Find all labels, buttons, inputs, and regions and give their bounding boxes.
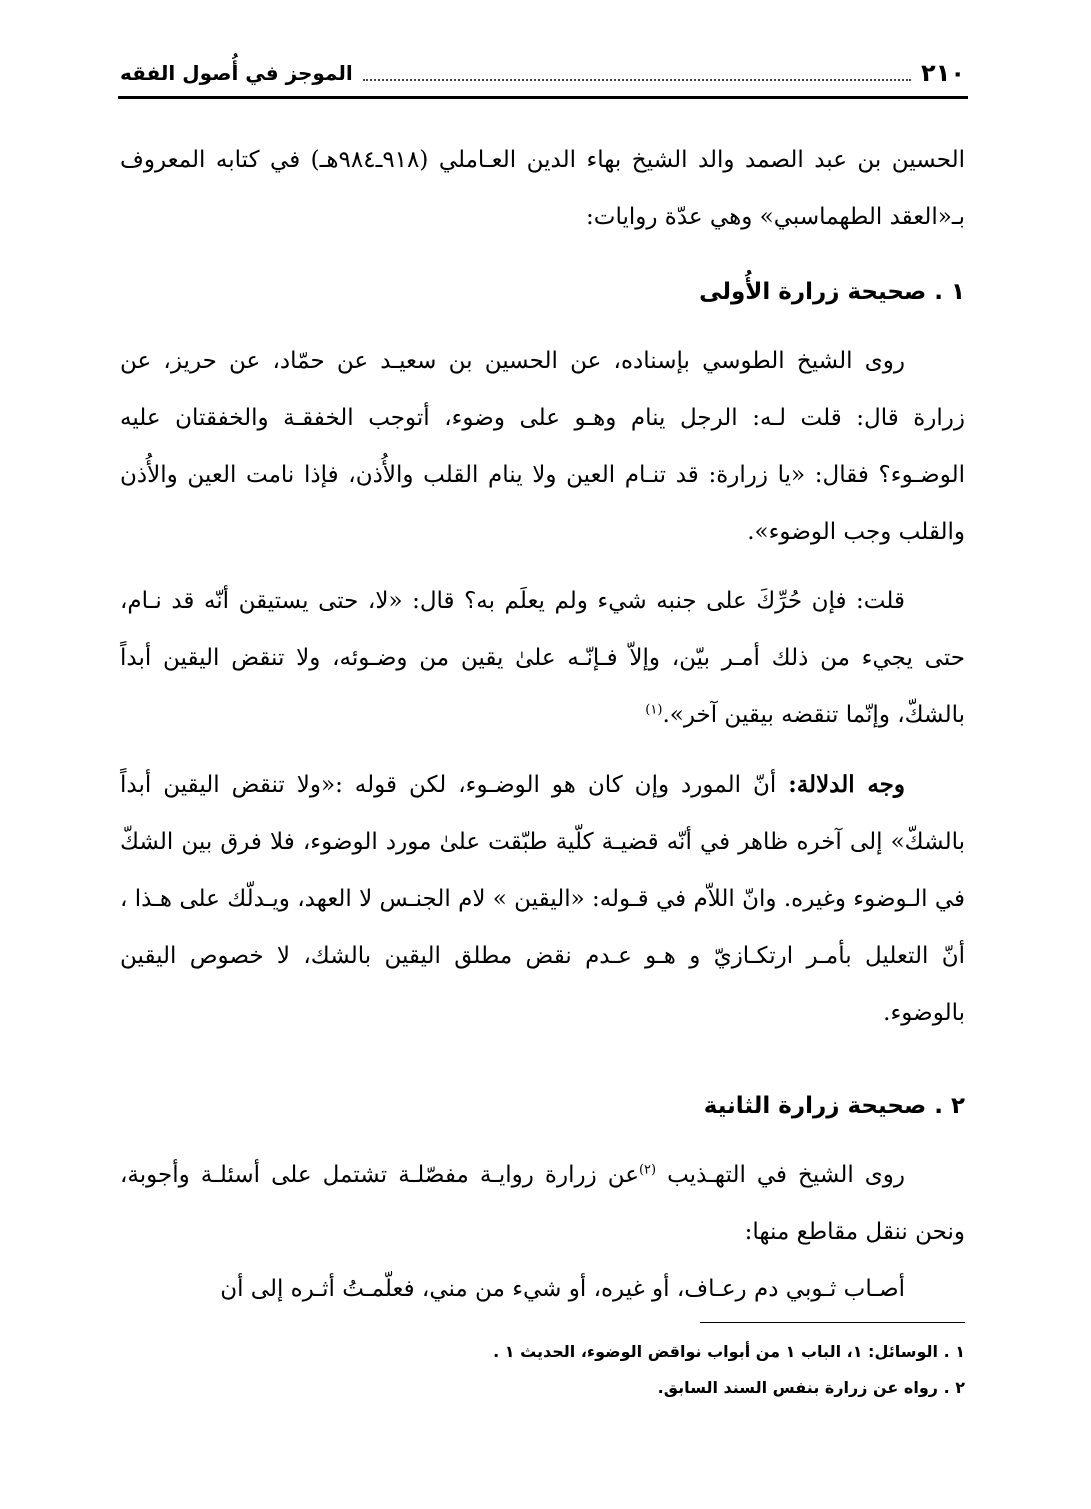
paragraph-1: روى الشيخ الطوسي بإسناده، عن الحسين بن سعيـد عن حمّاد، عن حريز، عن زرارة قال: قلت لـه: الرجل ينام وهـو على وضوء، أتوجب الخفقـة والخفقتان عليه الوضـوء؟ فقال: «يا زرارة: قد تنـام العين ولا ينام القلب والأُذن، فإذا نامت العين والأُذن والقلب وجب الوضوء». [120,348,965,545]
header-dot-leader [363,65,911,81]
paragraph-3 [120,756,965,1042]
footnote-ref-1: (١) [645,702,663,718]
intro-line-2: المعروف بـ«العقد الطهماسبي» وهي عدّة روايات: [120,147,965,230]
book-title: الموجز في أُصول الفقه [120,61,353,85]
paragraph-4 [120,1147,965,1261]
intro-paragraph [120,132,965,246]
paragraph-2 [120,573,965,744]
paragraph-5: أصـاب ثـوبي دم رعـاف، أو غيره، أو شيء من مني، فعلّمـتُ أثـره إلى أن [220,1276,905,1302]
footnote-ref-2: (٢) [638,1162,657,1178]
running-header [120,58,965,88]
footnote-2: ٢ . رواه عن زرارة بنفس السند السابق. [657,1378,965,1397]
footnotes [120,1334,965,1406]
argument-term: وجه الدلالة: [788,771,905,798]
header-rule [118,96,968,99]
section-heading-1: ١ . صحيحة زرارة الأُولى [699,279,965,305]
intro-line-1: الحسين بن عبد الصمد والد الشيخ بهاء الدين العـاملي (٩١٨ـ٩٨٤هـ) في كتابه [215,147,965,173]
paragraph-3-text: أنّ المورد وإن كان هو الوضـوء، لكن قوله :«ولا تنقض اليقين أبداً بالشكّ» إلى آخره ظاهر في أنّه قضيـة كلّية طبّقت علىٰ مورد الوضوء، فلا فرق بين الشكّ في الـوضوء وغيره. وانّ اللاّم في قـوله: «اليقين » لام الجنـس لا العهد، ويـدلّك على هـذا ، أنّ التعليل بأمـر ارتكـازيّ و هـو عـدم نقض مطلق اليقين بالشك، لا خصوص اليقين بالوضوء. [120,772,965,1026]
footnote-1: ١ . الوسائل: ١، الباب ١ من أبواب نواقض الوضوء، الحديث ١ . [493,1342,965,1361]
main-text [120,132,965,1318]
footnote-rule [700,1322,965,1323]
paragraph-2-text: قلت: فإن حُرِّكَ على جنبه شيء ولم يعلَم به؟ قال: «لا، حتى يستيقن أنّه قد نـام، حتى يجيء من ذلك أمـر بيّن، وإلاّ فـإنّـه علىٰ يقين من وضـوئه، ولا تنقض اليقين أبداً بالشكّ، وإنّما تنقضه بيقين آخر». [120,588,965,728]
page-number: ٢١٠ [921,59,965,87]
section-heading-2: ٢ . صحيحة زرارة الثانية [703,1093,965,1119]
paragraph-4-after: عن زرارة روايـة مفصّلـة تشتمل على أسئلـة وأجوبة، ونحن ننقل مقاطع منها: [120,1162,965,1245]
paragraph-4-before: روى الشيخ في التهـذيب [656,1162,905,1188]
